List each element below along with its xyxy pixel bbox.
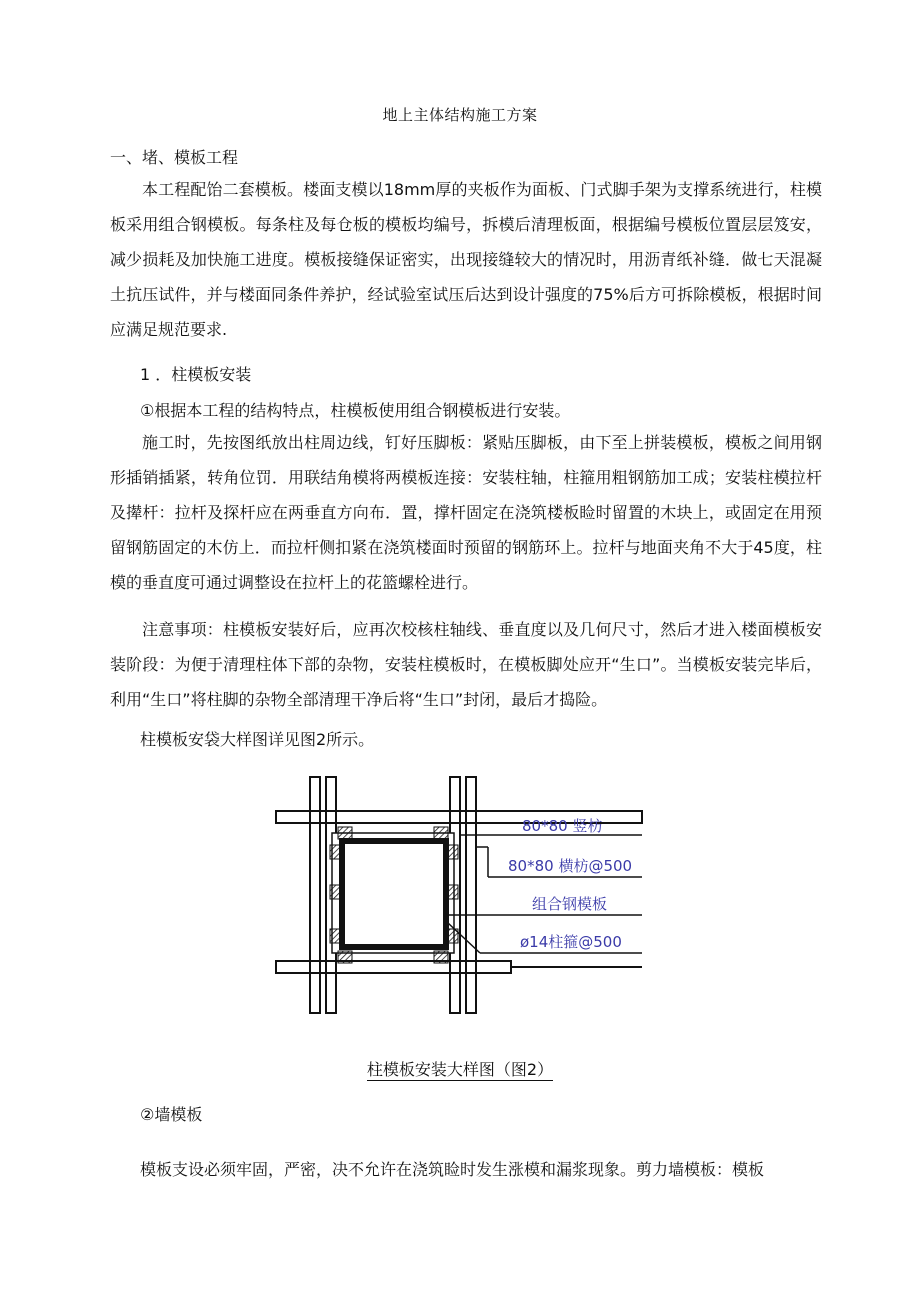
sub-heading-column-formwork: 1 ．柱模板安装 <box>140 365 252 384</box>
item-1-text: ①根据本工程的结构特点，柱模板使用组合钢模板进行安装。 <box>140 401 571 420</box>
last-paragraph: 模板支设必须牢固，严密，决不允许在浇筑睑时发生涨模和漏浆现象。剪力墙模板：模板 <box>140 1160 765 1179</box>
label-horizontal-batten: 80*80 横枋@500 <box>508 857 633 875</box>
notes-paragraph: 注意事项：柱模板安装好后，应再次校核柱轴线、垂直度以及几何尺寸，然后才进入楼面模板安装阶段：为便于清理柱体下部的杂物，安装柱模板时，在模板脚处应开“生口”。当模板安装完毕后，利用“生口”将柱脚的杂物全部清理干净后将“生口”封闭，最后才捣险。 <box>110 620 822 709</box>
label-vertical-batten: 80*80 竖枋 <box>522 817 603 835</box>
item-2-text: ②墙模板 <box>140 1105 203 1124</box>
label-column-hoop: ø14柱箍@500 <box>520 933 622 951</box>
figure-caption <box>0 1057 920 1080</box>
figure-reference: 柱模板安袋大样图详见图2所示。 <box>140 730 375 749</box>
column-formwork-diagram <box>270 775 650 1015</box>
section-heading: 一、堵、模板工程 <box>110 148 239 167</box>
figure-caption-text: 柱模板安装大样图（图2） <box>366 1060 554 1079</box>
construction-paragraph: 施工时，先按图纸放出柱周边线，钉好压脚板：紧贴压脚板，由下至上拼装模板，模板之间用钢形插销插紧，转角位罚．用联结角模将两模板连接：安装柱轴，柱箍用粗钢筋加工成；安装柱模拉杆及撵杆：拉杆及探杆应在两垂直方向布．置，撑杆固定在浇筑楼板睑时留置的木块上，或固定在用预留钢筋固定的木仿上．而拉杆侧扣紧在浇筑楼面时预留的钢筋环上。拉杆与地面夹角不大于45度，柱模的垂直度可通过调整设在拉杆上的花篮螺栓进行。 <box>110 433 822 592</box>
label-steel-formwork: 组合钢模板 <box>532 895 608 913</box>
intro-paragraph: 本工程配饴二套模板。楼面支模以18mm厚的夹板作为面板、门式脚手架为支撑系统进行，柱模板采用组合钢模板。每条柱及每仓板的模板均编号，拆模后清理板面，根据编号模板位置层层笈安，减少损耗及加快施工进度。模板接缝保证密实，出现接缝较大的情况时，用沥青纸补缝．做七天混凝土抗压试件，并与楼面同条件养护，经试验室试压后达到设计强度的75%后方可拆除模板，根据时间应满足规范要求. <box>110 180 822 339</box>
document-title: 地上主体结构施工方案 <box>382 106 538 124</box>
